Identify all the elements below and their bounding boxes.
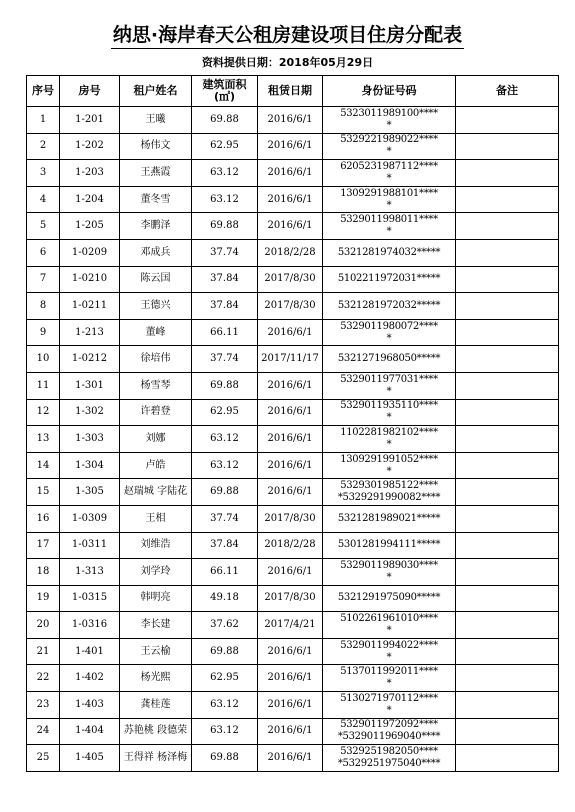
cell-area: 37.74 bbox=[192, 505, 258, 532]
id-text-line: 1309291991052**** bbox=[340, 453, 438, 465]
cell-date: 2016/6/1 bbox=[258, 745, 323, 772]
allocation-table bbox=[26, 75, 559, 772]
id-text-line: 5321291975090***** bbox=[337, 592, 441, 604]
cell-seq: 17 bbox=[27, 532, 60, 559]
cell-date: 2016/6/1 bbox=[258, 559, 323, 586]
cell-tenant: 赵瑞城 字陆花 bbox=[120, 479, 192, 506]
cell-room: 1-0209 bbox=[60, 239, 120, 266]
header-seq: 序号 bbox=[27, 76, 60, 107]
cell-area: 37.84 bbox=[192, 293, 258, 320]
cell-tenant: 刘娜 bbox=[120, 426, 192, 453]
cell-area: 63.12 bbox=[192, 160, 258, 187]
cell-tenant: 董冬雪 bbox=[120, 186, 192, 213]
cell-area: 69.88 bbox=[192, 745, 258, 772]
cell-area: 37.74 bbox=[192, 239, 258, 266]
cell-date: 2016/6/1 bbox=[258, 213, 323, 240]
id-text-line: 5329011972092**** bbox=[340, 719, 438, 731]
cell-id bbox=[323, 213, 456, 240]
cell-tenant: 王德兴 bbox=[120, 293, 192, 320]
cell-area: 69.88 bbox=[192, 479, 258, 506]
cell-area: 63.12 bbox=[192, 426, 258, 453]
header-row bbox=[27, 76, 559, 107]
cell-remarks bbox=[456, 479, 559, 506]
cell-room: 1-204 bbox=[60, 186, 120, 213]
table-row bbox=[27, 718, 559, 745]
cell-id bbox=[323, 319, 456, 346]
table-row bbox=[27, 559, 559, 586]
id-text-line: * bbox=[386, 678, 392, 690]
cell-room: 1-0315 bbox=[60, 585, 120, 612]
cell-seq: 19 bbox=[27, 585, 60, 612]
cell-id bbox=[323, 559, 456, 586]
cell-date: 2016/6/1 bbox=[258, 399, 323, 426]
id-text-line: 5329301985122**** bbox=[340, 480, 438, 492]
id-text-line: * bbox=[386, 172, 392, 184]
header-id: 身份证号码 bbox=[323, 76, 456, 107]
id-text-line: 5329011994022**** bbox=[340, 639, 438, 651]
cell-date: 2016/6/1 bbox=[258, 107, 323, 134]
cell-id bbox=[323, 505, 456, 532]
cell-room: 1-302 bbox=[60, 399, 120, 426]
cell-date: 2017/4/21 bbox=[258, 612, 323, 639]
cell-date: 2017/8/30 bbox=[258, 505, 323, 532]
cell-remarks bbox=[456, 452, 559, 479]
cell-seq: 8 bbox=[27, 293, 60, 320]
cell-remarks bbox=[456, 718, 559, 745]
id-text-line: 5329011998011**** bbox=[340, 214, 438, 226]
cell-date: 2016/6/1 bbox=[258, 133, 323, 160]
header-room: 房号 bbox=[60, 76, 120, 107]
cell-room: 1-0211 bbox=[60, 293, 120, 320]
cell-room: 1-0212 bbox=[60, 346, 120, 373]
table-row bbox=[27, 346, 559, 373]
cell-seq: 1 bbox=[27, 107, 60, 134]
cell-area: 63.12 bbox=[192, 186, 258, 213]
cell-remarks bbox=[456, 426, 559, 453]
cell-room: 1-313 bbox=[60, 559, 120, 586]
cell-date: 2016/6/1 bbox=[258, 426, 323, 453]
id-text-line: * bbox=[386, 438, 392, 450]
cell-remarks bbox=[456, 107, 559, 134]
id-text-line: 1309291988101**** bbox=[340, 187, 438, 199]
cell-id bbox=[323, 266, 456, 293]
cell-id bbox=[323, 107, 456, 134]
cell-tenant: 王曦 bbox=[120, 107, 192, 134]
id-text-line: * bbox=[386, 571, 392, 583]
cell-area: 37.84 bbox=[192, 532, 258, 559]
cell-id bbox=[323, 745, 456, 772]
cell-id bbox=[323, 452, 456, 479]
cell-id bbox=[323, 718, 456, 745]
id-text-line: 5321281989021***** bbox=[337, 512, 441, 524]
table-row bbox=[27, 585, 559, 612]
cell-date: 2016/6/1 bbox=[258, 372, 323, 399]
table-row bbox=[27, 612, 559, 639]
cell-date: 2016/6/1 bbox=[258, 692, 323, 719]
cell-date: 2016/6/1 bbox=[258, 479, 323, 506]
cell-remarks bbox=[456, 319, 559, 346]
table-row bbox=[27, 160, 559, 187]
cell-tenant: 董峰 bbox=[120, 319, 192, 346]
cell-remarks bbox=[456, 692, 559, 719]
cell-date: 2017/8/30 bbox=[258, 293, 323, 320]
id-text-line: *5329011969040**** bbox=[337, 731, 441, 743]
cell-id bbox=[323, 479, 456, 506]
id-text-line: * bbox=[386, 704, 392, 716]
cell-remarks bbox=[456, 133, 559, 160]
data-date-line: 资料提供日期：2018年05月29日 bbox=[201, 56, 374, 69]
cell-seq: 14 bbox=[27, 452, 60, 479]
cell-room: 1-402 bbox=[60, 665, 120, 692]
id-text-line: * bbox=[386, 226, 392, 238]
table-row bbox=[27, 505, 559, 532]
cell-area: 63.12 bbox=[192, 692, 258, 719]
cell-id bbox=[323, 426, 456, 453]
cell-date: 2016/6/1 bbox=[258, 186, 323, 213]
cell-seq: 11 bbox=[27, 372, 60, 399]
id-text-line: * bbox=[386, 625, 392, 637]
cell-tenant: 王得祥 杨泽梅 bbox=[120, 745, 192, 772]
cell-tenant: 刘学玲 bbox=[120, 559, 192, 586]
cell-seq: 16 bbox=[27, 505, 60, 532]
cell-area: 66.11 bbox=[192, 559, 258, 586]
cell-area: 63.12 bbox=[192, 718, 258, 745]
table-row bbox=[27, 213, 559, 240]
cell-room: 1-301 bbox=[60, 372, 120, 399]
id-text-line: * bbox=[386, 146, 392, 158]
cell-date: 2017/11/17 bbox=[258, 346, 323, 373]
cell-id bbox=[323, 372, 456, 399]
id-text-line: * bbox=[386, 332, 392, 344]
cell-tenant: 徐培伟 bbox=[120, 346, 192, 373]
id-text-line: 5130271970112**** bbox=[340, 692, 438, 704]
cell-remarks bbox=[456, 160, 559, 187]
cell-area: 37.62 bbox=[192, 612, 258, 639]
cell-date: 2017/8/30 bbox=[258, 266, 323, 293]
header-remarks: 备注 bbox=[456, 76, 559, 107]
header-area-line1: 建筑面积 bbox=[202, 78, 247, 91]
cell-remarks bbox=[456, 399, 559, 426]
cell-tenant: 杨光熙 bbox=[120, 665, 192, 692]
cell-room: 1-404 bbox=[60, 718, 120, 745]
id-text-line: 5329011977031**** bbox=[340, 373, 438, 385]
cell-remarks bbox=[456, 266, 559, 293]
cell-id bbox=[323, 160, 456, 187]
cell-area: 62.95 bbox=[192, 665, 258, 692]
cell-tenant: 卢皓 bbox=[120, 452, 192, 479]
cell-remarks bbox=[456, 745, 559, 772]
id-text-line: 5329251982050**** bbox=[340, 746, 438, 758]
cell-remarks bbox=[456, 186, 559, 213]
cell-room: 1-205 bbox=[60, 213, 120, 240]
id-text-line: * bbox=[386, 412, 392, 424]
cell-seq: 5 bbox=[27, 213, 60, 240]
cell-seq: 2 bbox=[27, 133, 60, 160]
cell-area: 37.74 bbox=[192, 346, 258, 373]
cell-seq: 18 bbox=[27, 559, 60, 586]
cell-seq: 21 bbox=[27, 638, 60, 665]
cell-room: 1-0316 bbox=[60, 612, 120, 639]
id-text-line: * bbox=[386, 385, 392, 397]
cell-id bbox=[323, 638, 456, 665]
cell-date: 2018/2/28 bbox=[258, 239, 323, 266]
cell-remarks bbox=[456, 532, 559, 559]
id-text-line: 5102211972031***** bbox=[337, 273, 441, 285]
table-row bbox=[27, 745, 559, 772]
cell-remarks bbox=[456, 293, 559, 320]
id-text-line: * bbox=[386, 465, 392, 477]
cell-tenant: 陈云国 bbox=[120, 266, 192, 293]
cell-area: 69.88 bbox=[192, 213, 258, 240]
cell-seq: 24 bbox=[27, 718, 60, 745]
cell-seq: 13 bbox=[27, 426, 60, 453]
cell-tenant: 龚桂莲 bbox=[120, 692, 192, 719]
cell-room: 1-201 bbox=[60, 107, 120, 134]
cell-seq: 12 bbox=[27, 399, 60, 426]
cell-remarks bbox=[456, 239, 559, 266]
table-row bbox=[27, 239, 559, 266]
id-text-line: *5329251975040**** bbox=[337, 758, 441, 770]
cell-date: 2018/2/28 bbox=[258, 532, 323, 559]
table-row bbox=[27, 665, 559, 692]
cell-tenant: 李鹏泽 bbox=[120, 213, 192, 240]
cell-tenant: 刘维浩 bbox=[120, 532, 192, 559]
cell-remarks bbox=[456, 665, 559, 692]
cell-tenant: 王燕霞 bbox=[120, 160, 192, 187]
header-date: 租赁日期 bbox=[258, 76, 323, 107]
id-text-line: 5321281972032***** bbox=[337, 299, 441, 311]
cell-room: 1-305 bbox=[60, 479, 120, 506]
cell-room: 1-401 bbox=[60, 638, 120, 665]
table-row bbox=[27, 186, 559, 213]
document-title bbox=[0, 20, 575, 48]
cell-remarks bbox=[456, 505, 559, 532]
cell-id bbox=[323, 585, 456, 612]
cell-date: 2016/6/1 bbox=[258, 718, 323, 745]
id-text-line: 5323011989100**** bbox=[340, 107, 438, 119]
table-row bbox=[27, 452, 559, 479]
table-row bbox=[27, 319, 559, 346]
cell-tenant: 杨雪琴 bbox=[120, 372, 192, 399]
cell-area: 69.88 bbox=[192, 107, 258, 134]
id-text-line: 5137011992011**** bbox=[340, 666, 438, 678]
cell-remarks bbox=[456, 638, 559, 665]
cell-room: 1-304 bbox=[60, 452, 120, 479]
cell-area: 66.11 bbox=[192, 319, 258, 346]
cell-date: 2016/6/1 bbox=[258, 452, 323, 479]
id-text-line: 5329011935110**** bbox=[340, 400, 438, 412]
cell-tenant: 邓成兵 bbox=[120, 239, 192, 266]
cell-remarks bbox=[456, 372, 559, 399]
cell-date: 2016/6/1 bbox=[258, 665, 323, 692]
table-row bbox=[27, 107, 559, 134]
id-text-line: 5329011980072**** bbox=[340, 320, 438, 332]
cell-seq: 6 bbox=[27, 239, 60, 266]
cell-date: 2016/6/1 bbox=[258, 638, 323, 665]
id-text-line: 6205231987112**** bbox=[340, 160, 438, 172]
cell-seq: 9 bbox=[27, 319, 60, 346]
cell-remarks bbox=[456, 585, 559, 612]
cell-tenant: 王云榆 bbox=[120, 638, 192, 665]
table-body bbox=[27, 107, 559, 772]
id-text-line: 5321271968050***** bbox=[337, 353, 441, 365]
cell-seq: 15 bbox=[27, 479, 60, 506]
cell-id bbox=[323, 612, 456, 639]
table-row bbox=[27, 372, 559, 399]
cell-tenant: 韩明亮 bbox=[120, 585, 192, 612]
cell-room: 1-0311 bbox=[60, 532, 120, 559]
cell-date: 2017/8/30 bbox=[258, 585, 323, 612]
cell-tenant: 王相 bbox=[120, 505, 192, 532]
cell-remarks bbox=[456, 559, 559, 586]
cell-area: 62.95 bbox=[192, 399, 258, 426]
cell-area: 63.12 bbox=[192, 452, 258, 479]
cell-room: 1-203 bbox=[60, 160, 120, 187]
cell-tenant: 许碧登 bbox=[120, 399, 192, 426]
id-text-line: 5102261961010**** bbox=[340, 613, 438, 625]
cell-id bbox=[323, 692, 456, 719]
title-text: 纳思·海岸春天公租房建设项目住房分配表 bbox=[111, 24, 464, 49]
table-row bbox=[27, 532, 559, 559]
cell-id bbox=[323, 346, 456, 373]
id-text-line: 1102281982102**** bbox=[340, 426, 438, 438]
id-text-line: *5329291990082**** bbox=[337, 492, 441, 504]
cell-room: 1-303 bbox=[60, 426, 120, 453]
cell-remarks bbox=[456, 213, 559, 240]
cell-remarks bbox=[456, 346, 559, 373]
cell-remarks bbox=[456, 612, 559, 639]
cell-id bbox=[323, 532, 456, 559]
cell-room: 1-213 bbox=[60, 319, 120, 346]
id-text-line: 5301281994111***** bbox=[337, 539, 441, 551]
cell-seq: 7 bbox=[27, 266, 60, 293]
cell-tenant: 苏艳桃 段德荣 bbox=[120, 718, 192, 745]
cell-id bbox=[323, 293, 456, 320]
cell-date: 2016/6/1 bbox=[258, 160, 323, 187]
id-text-line: * bbox=[386, 119, 392, 131]
cell-id bbox=[323, 399, 456, 426]
cell-seq: 20 bbox=[27, 612, 60, 639]
table-row bbox=[27, 479, 559, 506]
table-row bbox=[27, 266, 559, 293]
table-row bbox=[27, 293, 559, 320]
cell-room: 1-405 bbox=[60, 745, 120, 772]
cell-room: 1-0210 bbox=[60, 266, 120, 293]
table-row bbox=[27, 692, 559, 719]
table-row bbox=[27, 638, 559, 665]
cell-area: 62.95 bbox=[192, 133, 258, 160]
id-text-line: 5329221989022**** bbox=[340, 134, 438, 146]
cell-id bbox=[323, 186, 456, 213]
cell-area: 69.88 bbox=[192, 372, 258, 399]
cell-seq: 23 bbox=[27, 692, 60, 719]
cell-tenant: 李长建 bbox=[120, 612, 192, 639]
cell-seq: 25 bbox=[27, 745, 60, 772]
cell-id bbox=[323, 133, 456, 160]
cell-room: 1-403 bbox=[60, 692, 120, 719]
cell-id bbox=[323, 239, 456, 266]
id-text-line: * bbox=[386, 199, 392, 211]
id-text-line: * bbox=[386, 651, 392, 663]
cell-seq: 22 bbox=[27, 665, 60, 692]
cell-room: 1-202 bbox=[60, 133, 120, 160]
cell-seq: 10 bbox=[27, 346, 60, 373]
cell-room: 1-0309 bbox=[60, 505, 120, 532]
cell-area: 69.88 bbox=[192, 638, 258, 665]
cell-seq: 3 bbox=[27, 160, 60, 187]
cell-id bbox=[323, 665, 456, 692]
id-text-line: 5329011989030**** bbox=[340, 559, 438, 571]
table-row bbox=[27, 399, 559, 426]
table-row bbox=[27, 426, 559, 453]
cell-tenant: 杨伟文 bbox=[120, 133, 192, 160]
header-tenant: 租户姓名 bbox=[120, 76, 192, 107]
id-text-line: 5321281974032***** bbox=[337, 246, 441, 258]
header-area bbox=[192, 76, 258, 107]
cell-area: 49.18 bbox=[192, 585, 258, 612]
cell-seq: 4 bbox=[27, 186, 60, 213]
table-row bbox=[27, 133, 559, 160]
cell-date: 2016/6/1 bbox=[258, 319, 323, 346]
header-area-line2: (㎡) bbox=[213, 90, 236, 103]
cell-area: 37.84 bbox=[192, 266, 258, 293]
